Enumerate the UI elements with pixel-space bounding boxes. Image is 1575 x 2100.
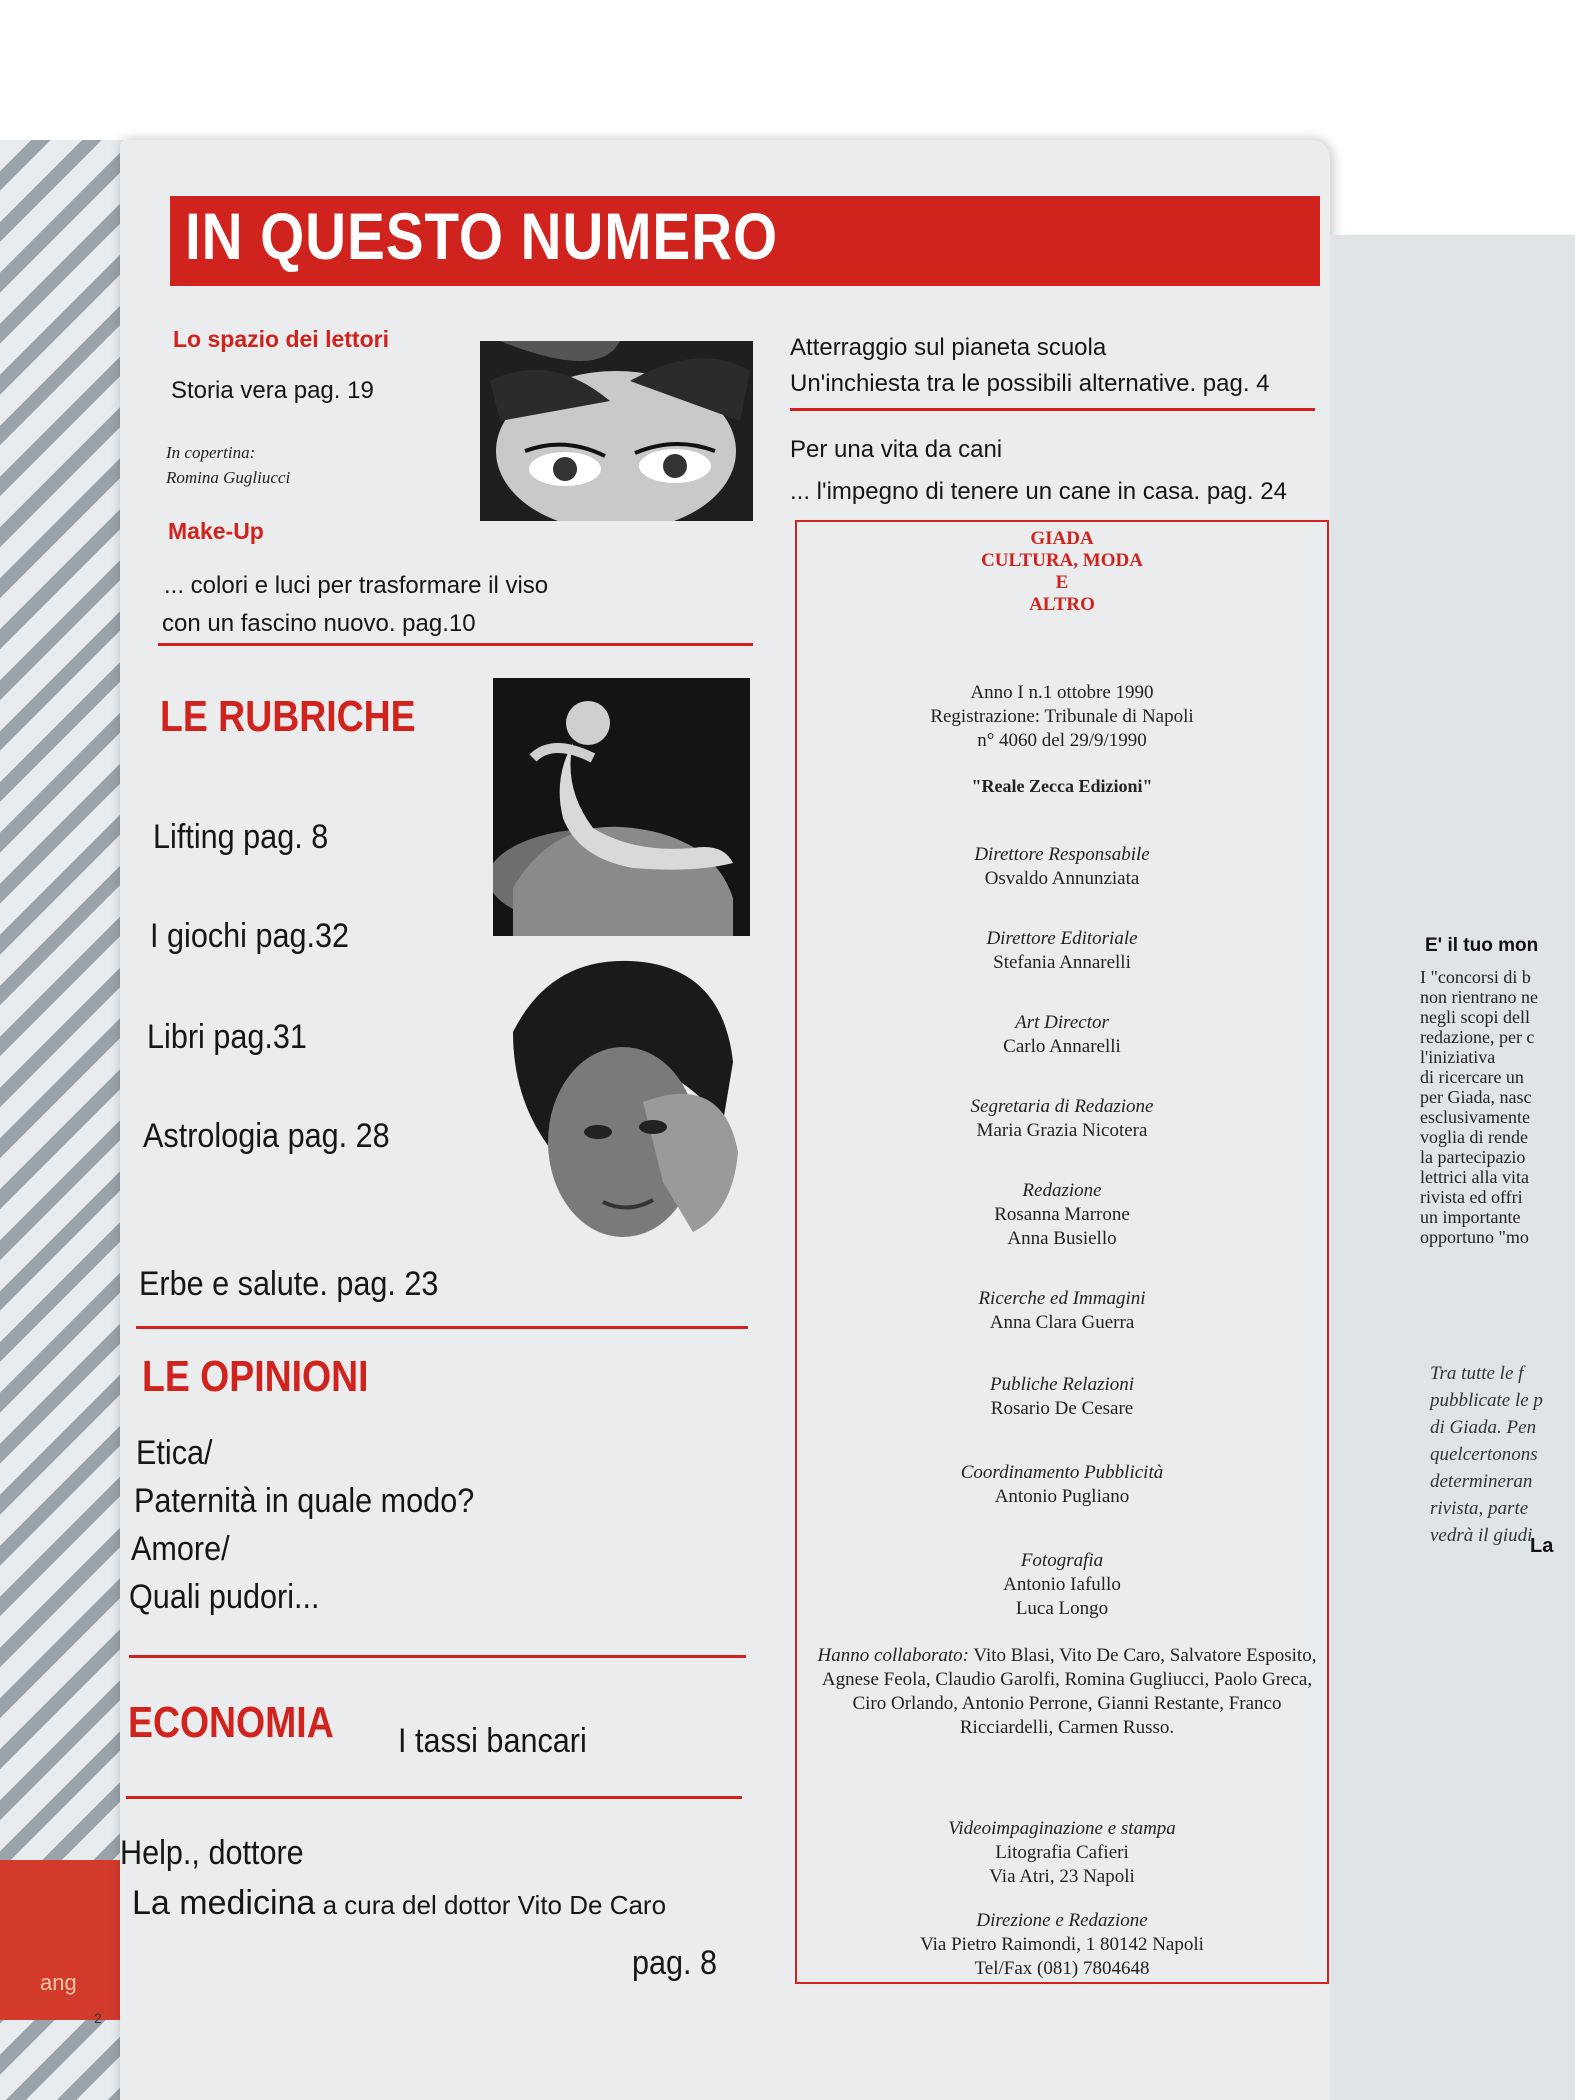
body-line: di ricercare un bbox=[1420, 1067, 1524, 1087]
cover-caption-name: Romina Gugliucci bbox=[166, 468, 291, 487]
divider bbox=[790, 408, 1315, 411]
opinione-line: Quali pudori... bbox=[129, 1578, 320, 1616]
body-line: voglia di rende bbox=[1420, 1127, 1528, 1147]
credit-role: Publiche Relazioni bbox=[989, 1374, 1135, 1395]
help-subtitle-main: La medicina bbox=[132, 1884, 316, 1922]
body-line: esclusivamente bbox=[1420, 1107, 1530, 1127]
divider bbox=[126, 1796, 742, 1799]
credit-role: Direttore Responsabile bbox=[974, 844, 1150, 865]
rubrica-item: Lifting pag. 8 bbox=[153, 818, 329, 856]
makeup-section-title: Make-Up bbox=[168, 518, 264, 544]
rubrica-item: Libri pag.31 bbox=[147, 1018, 307, 1056]
statue-image bbox=[493, 678, 750, 936]
cover-photo bbox=[480, 341, 753, 521]
help-subtitle-author: a cura del dottor Vito De Caro bbox=[315, 1890, 667, 1920]
school-title: Atterraggio sul pianeta scuola bbox=[790, 334, 1107, 361]
credit-role: Redazione bbox=[1022, 1180, 1102, 1201]
publisher: "Reale Zecca Edizioni" bbox=[971, 776, 1153, 796]
credit-name: Stefania Annarelli bbox=[993, 952, 1131, 973]
credit-role: Art Director bbox=[1015, 1012, 1109, 1033]
collab-label: Hanno collaborato: bbox=[817, 1645, 970, 1666]
body-line: per Giada, nasc bbox=[1420, 1087, 1532, 1107]
body-line: redazione, per c bbox=[1420, 1027, 1535, 1047]
body-line: un importante bbox=[1420, 1207, 1521, 1227]
credit-name: Luca Longo bbox=[1015, 1598, 1109, 1619]
rubrica-item: Astrologia pag. 28 bbox=[143, 1117, 390, 1155]
page-title: IN QUESTO NUMERO bbox=[185, 199, 778, 273]
facing-page-sign: La bbox=[1530, 1535, 1554, 1557]
issue-line: n° 4060 del 29/9/1990 bbox=[977, 730, 1147, 751]
body-line: l'iniziativa bbox=[1420, 1047, 1496, 1067]
italic-line: Tra tutte le f bbox=[1430, 1363, 1524, 1384]
school-subtitle: Un'inchiesta tra le possibili alternative. pag. 4 bbox=[790, 370, 1270, 397]
credit-name: Tel/Fax (081) 7804648 bbox=[974, 1958, 1150, 1979]
dogs-title: Per una vita da cani bbox=[790, 436, 1003, 463]
credit-name: Via Atri, 23 Napoli bbox=[989, 1866, 1135, 1887]
credit-name: Litografia Cafieri bbox=[995, 1842, 1129, 1863]
credit-role: Direzione e Redazione bbox=[976, 1910, 1148, 1931]
help-page: pag. 8 bbox=[632, 1944, 718, 1982]
credit-name: Anna Busiello bbox=[1007, 1228, 1117, 1249]
credit-name: Via Pietro Raimondi, 1 80142 Napoli bbox=[920, 1934, 1204, 1955]
previous-page-red-block bbox=[0, 1860, 130, 2020]
credit-role: Coordinamento Pubblicità bbox=[960, 1462, 1164, 1483]
credit-name: Anna Clara Guerra bbox=[989, 1312, 1135, 1333]
italic-line: rivista, parte bbox=[1430, 1498, 1529, 1519]
help-subtitle bbox=[132, 1884, 666, 1923]
readers-item: Storia vera pag. 19 bbox=[171, 377, 374, 404]
italic-line: determineran bbox=[1430, 1471, 1533, 1492]
body-line: I "concorsi di b bbox=[1420, 967, 1531, 987]
issue-line: Anno I n.1 ottobre 1990 bbox=[970, 682, 1154, 703]
facing-page-italic bbox=[1430, 1360, 1543, 1549]
facing-page-title: E' il tuo mon bbox=[1425, 935, 1539, 956]
body-line: la partecipazio bbox=[1420, 1147, 1526, 1167]
opinione-line: Amore/ bbox=[131, 1530, 230, 1568]
readers-section-title: Lo spazio dei lettori bbox=[173, 326, 389, 352]
credit-role: Segretaria di Redazione bbox=[970, 1096, 1154, 1117]
economia-subtitle: I tassi bancari bbox=[398, 1722, 587, 1760]
body-line: negli scopi dell bbox=[1420, 1007, 1530, 1027]
credit-name: Rosario De Cesare bbox=[990, 1398, 1134, 1419]
italic-line: quelcertonons bbox=[1430, 1444, 1538, 1465]
portrait-image bbox=[493, 952, 750, 1257]
rubrica-item: I giochi pag.32 bbox=[150, 917, 350, 955]
credit-name: Antonio Pugliano bbox=[994, 1486, 1130, 1507]
opinione-line: Paternità in quale modo? bbox=[134, 1482, 475, 1520]
body-line: rivista ed offri bbox=[1420, 1187, 1523, 1207]
previous-page-edge bbox=[0, 140, 130, 2100]
divider bbox=[129, 1655, 746, 1658]
collab-names: Vito Blasi, Vito De Caro, Salvatore Esposito, Agnese Feola, Claudio Garolfi, Romina Gugliucci, Paolo Greca, Ciro Orlando, Antonio Perrone, Gianni Restante, Franco Ricciardelli, Carmen Russo. bbox=[821, 1645, 1317, 1738]
credit-role: Fotografia bbox=[1020, 1550, 1104, 1571]
italic-line: di Giada. Pen bbox=[1430, 1417, 1537, 1438]
masthead-title-line: ALTRO bbox=[1029, 594, 1095, 615]
statue-photo bbox=[493, 678, 750, 936]
body-line: opportuno "mo bbox=[1420, 1227, 1529, 1247]
credit-name: Antonio Iafullo bbox=[1003, 1574, 1121, 1595]
divider bbox=[136, 1326, 748, 1329]
rubrica-item: Erbe e salute. pag. 23 bbox=[139, 1265, 439, 1303]
masthead-title-line: E bbox=[1055, 572, 1069, 593]
face-eyes-image bbox=[480, 341, 753, 521]
previous-page-text: ang bbox=[40, 1970, 77, 1995]
makeup-line-2: con un fascino nuovo. pag.10 bbox=[162, 610, 476, 637]
credit-role: Direttore Editoriale bbox=[986, 928, 1138, 949]
issue-line: Registrazione: Tribunale di Napoli bbox=[930, 706, 1194, 727]
credit-name: Osvaldo Annunziata bbox=[984, 868, 1140, 889]
body-line: lettrici alla vita bbox=[1420, 1167, 1529, 1187]
masthead-title-line: CULTURA, MODA bbox=[981, 550, 1143, 571]
collaborators bbox=[807, 1644, 1327, 1740]
economia-heading: ECONOMIA bbox=[128, 1698, 334, 1747]
masthead-title-line: GIADA bbox=[1030, 528, 1094, 549]
italic-line: vedrà il giudi bbox=[1430, 1525, 1533, 1546]
credit-role: Videoimpaginazione e stampa bbox=[948, 1818, 1176, 1839]
rubriche-heading: LE RUBRICHE bbox=[160, 692, 416, 741]
credit-name: Maria Grazia Nicotera bbox=[976, 1120, 1148, 1141]
opinione-line: Etica/ bbox=[136, 1434, 213, 1472]
dogs-subtitle: ... l'impegno di tenere un cane in casa. pag. 24 bbox=[790, 478, 1287, 505]
divider bbox=[158, 643, 753, 646]
body-line: non rientrano ne bbox=[1420, 987, 1538, 1007]
credit-name: Carlo Annarelli bbox=[1003, 1036, 1121, 1057]
cover-caption-label: In copertina: bbox=[166, 443, 256, 462]
portrait-photo bbox=[493, 952, 750, 1257]
masthead-box bbox=[795, 520, 1329, 1984]
facing-page bbox=[1330, 235, 1575, 2100]
help-title: Help., dottore bbox=[120, 1834, 304, 1872]
page-number: 2 bbox=[94, 2010, 102, 2026]
credit-role: Ricerche ed Immagini bbox=[978, 1288, 1146, 1309]
italic-line: pubblicate le p bbox=[1430, 1390, 1543, 1411]
credit-name: Rosanna Marrone bbox=[994, 1204, 1130, 1225]
facing-page-body bbox=[1420, 967, 1538, 1247]
opinioni-heading: LE OPINIONI bbox=[142, 1352, 369, 1401]
makeup-line-1: ... colori e luci per trasformare il viso bbox=[164, 572, 549, 599]
